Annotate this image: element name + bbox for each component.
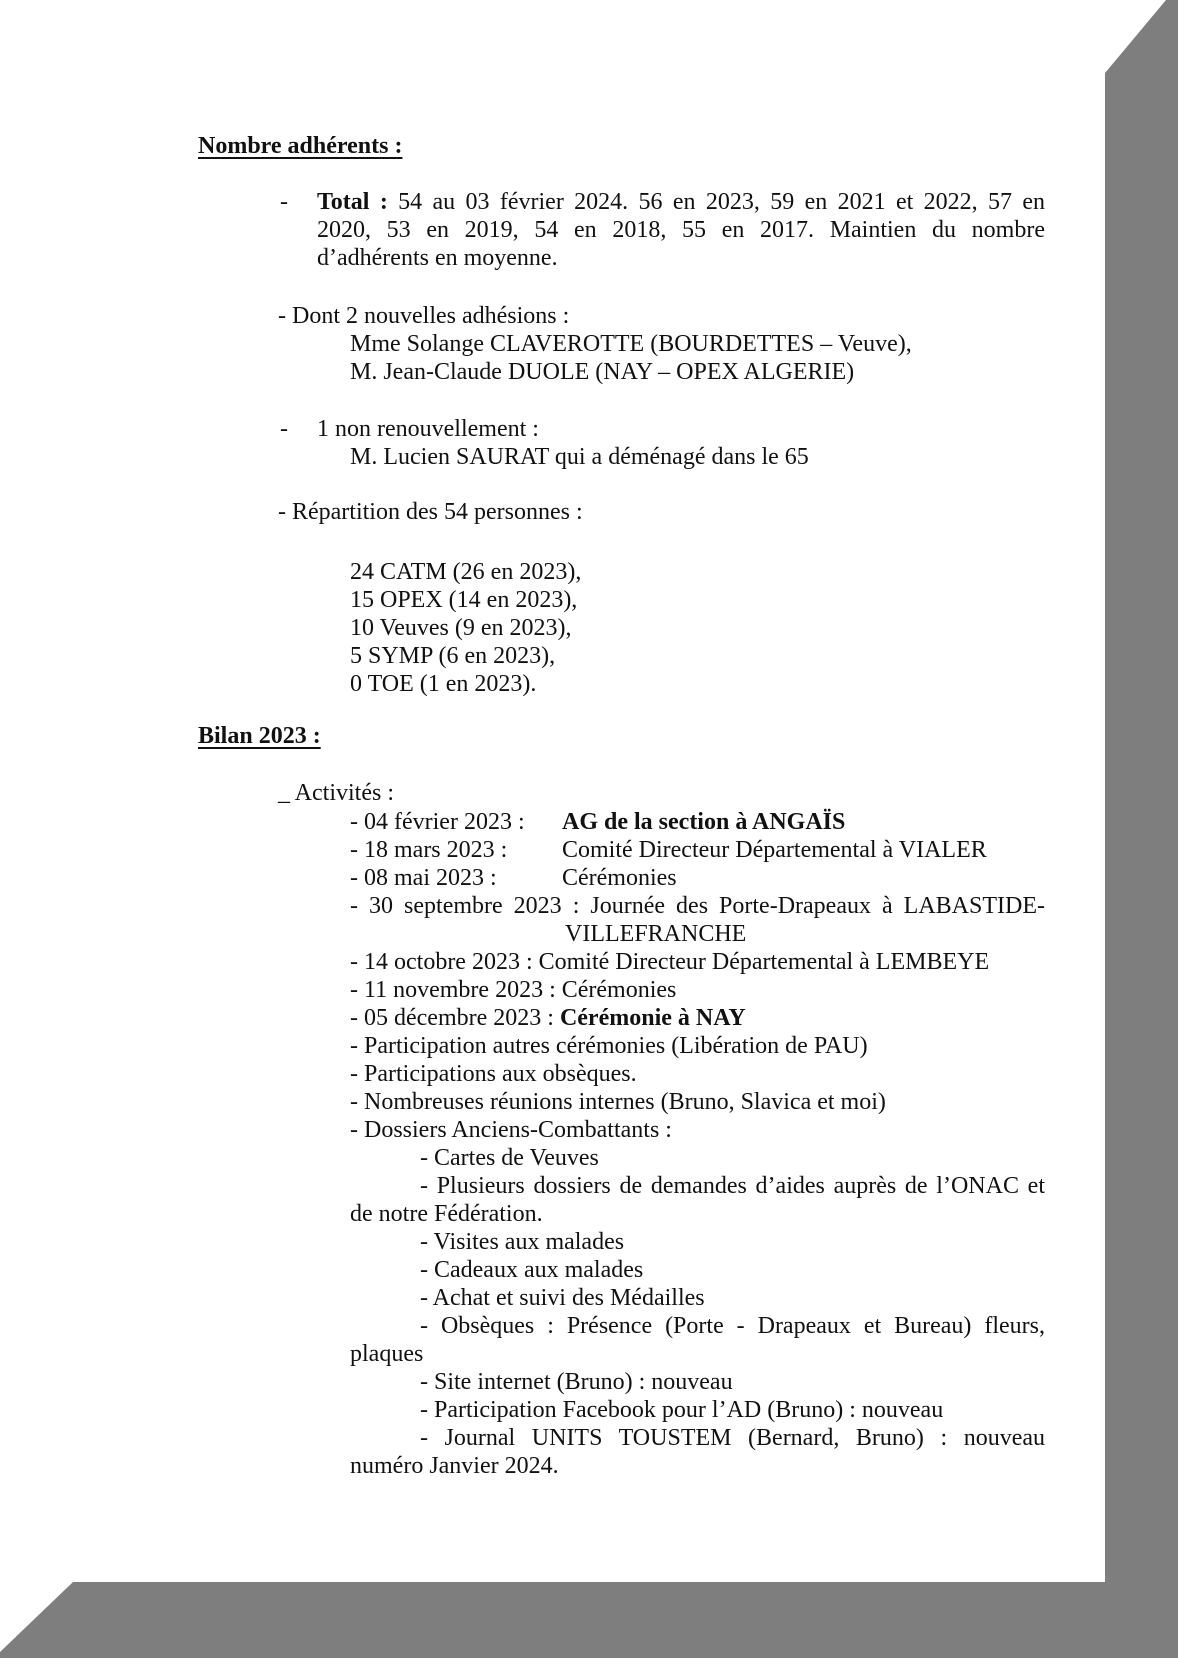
- repartition-item: 15 OPEX (14 en 2023),: [350, 587, 578, 613]
- activity-date: - 05 décembre 2023 :: [350, 1005, 560, 1031]
- adhesion-name: M. Jean-Claude DUOLE (NAY – OPEX ALGERIE): [350, 359, 855, 385]
- repartition-item: 10 Veuves (9 en 2023),: [350, 615, 572, 641]
- adhesion-name: Mme Solange CLAVEROTTE (BOURDETTES – Veuve),: [350, 331, 912, 357]
- activity-line-octobre: - 14 octobre 2023 : Comité Directeur Départemental à LEMBEYE: [350, 949, 990, 975]
- section-heading-members: Nombre adhérents :: [198, 133, 403, 159]
- total-line-1: [280, 188, 1045, 216]
- dossier-item-obseques: - Obsèques : Présence (Porte - Drapeaux et Bureau) fleurs,: [420, 1313, 1045, 1339]
- dossier-item-facebook: - Participation Facebook pour l’AD (Bruno) : nouveau: [420, 1397, 944, 1423]
- dossier-item-obseques-cont: plaques: [350, 1341, 424, 1367]
- dossier-item-journal: - Journal UNITS TOUSTEM (Bernard, Bruno) : nouveau: [420, 1425, 1045, 1451]
- non-renouvellement-header: [280, 415, 1105, 443]
- total-text-1: 54 au 03 février 2024. 56 en 2023, 59 en 2021 et 2022, 57 en: [387, 189, 1045, 215]
- activity-event: Comité Directeur Départemental à VIALER: [562, 837, 987, 863]
- dossier-item-cartes: - Cartes de Veuves: [420, 1145, 599, 1171]
- activity-event: AG de la section à ANGAÏS: [562, 809, 846, 835]
- repartition-item: 24 CATM (26 en 2023),: [350, 559, 582, 585]
- repartition-header: - Répartition des 54 personnes :: [278, 499, 583, 525]
- activity-date: - 04 février 2023 :: [350, 809, 525, 835]
- dossier-item-plusieurs-cont: de notre Fédération.: [350, 1201, 543, 1227]
- activity-line-obseques-participations: - Participations aux obsèques.: [350, 1061, 637, 1087]
- activity-line-septembre: - 30 septembre 2023 : Journée des Porte-Drapeaux à LABASTIDE-: [350, 893, 1045, 919]
- total-line-2: 2020, 53 en 2019, 54 en 2018, 55 en 2017. Maintien du nombre: [317, 217, 1045, 243]
- activity-row: [350, 836, 1105, 864]
- repartition-item: 0 TOE (1 en 2023).: [350, 671, 537, 697]
- activity-row: [350, 808, 1105, 836]
- activities-label: _ Activités :: [278, 780, 394, 806]
- total-label: Total :: [317, 189, 388, 215]
- activity-line-septembre-cont: VILLEFRANCHE: [565, 921, 747, 947]
- dossier-item-cadeaux: - Cadeaux aux malades: [420, 1257, 644, 1283]
- non-renouvellement-detail: M. Lucien SAURAT qui a déménagé dans le 65: [350, 444, 809, 470]
- dossier-item-site: - Site internet (Bruno) : nouveau: [420, 1369, 733, 1395]
- bullet-dash: -: [280, 189, 288, 215]
- activity-line-participation: - Participation autres cérémonies (Libération de PAU): [350, 1033, 868, 1059]
- total-line-3: d’adhérents en moyenne.: [317, 245, 558, 271]
- non-renouvellement-label: 1 non renouvellement :: [317, 416, 539, 442]
- dossier-item-visites: - Visites aux malades: [420, 1229, 625, 1255]
- repartition-item: 5 SYMP (6 en 2023),: [350, 643, 556, 669]
- activity-line-novembre: - 11 novembre 2023 : Cérémonies: [350, 977, 677, 1003]
- dossier-item-plusieurs: - Plusieurs dossiers de demandes d’aides auprès de l’ONAC et: [420, 1173, 1045, 1199]
- section-heading-bilan: Bilan 2023 :: [198, 723, 321, 749]
- adhesions-header: - Dont 2 nouvelles adhésions :: [278, 303, 570, 329]
- activity-line-reunions: - Nombreuses réunions internes (Bruno, Slavica et moi): [350, 1089, 886, 1115]
- dossier-item-journal-cont: numéro Janvier 2024.: [350, 1453, 559, 1479]
- activity-line-dossiers: - Dossiers Anciens-Combattants :: [350, 1117, 672, 1143]
- activity-date: - 08 mai 2023 :: [350, 865, 497, 891]
- activity-line-decembre: [350, 1004, 1105, 1032]
- bullet-dash: -: [280, 416, 288, 442]
- activity-event: Cérémonies: [562, 865, 677, 891]
- activity-date: - 18 mars 2023 :: [350, 837, 508, 863]
- activity-event: Cérémonie à NAY: [559, 1005, 746, 1031]
- activity-row: [350, 864, 1105, 892]
- dossier-item-achat: - Achat et suivi des Médailles: [420, 1285, 705, 1311]
